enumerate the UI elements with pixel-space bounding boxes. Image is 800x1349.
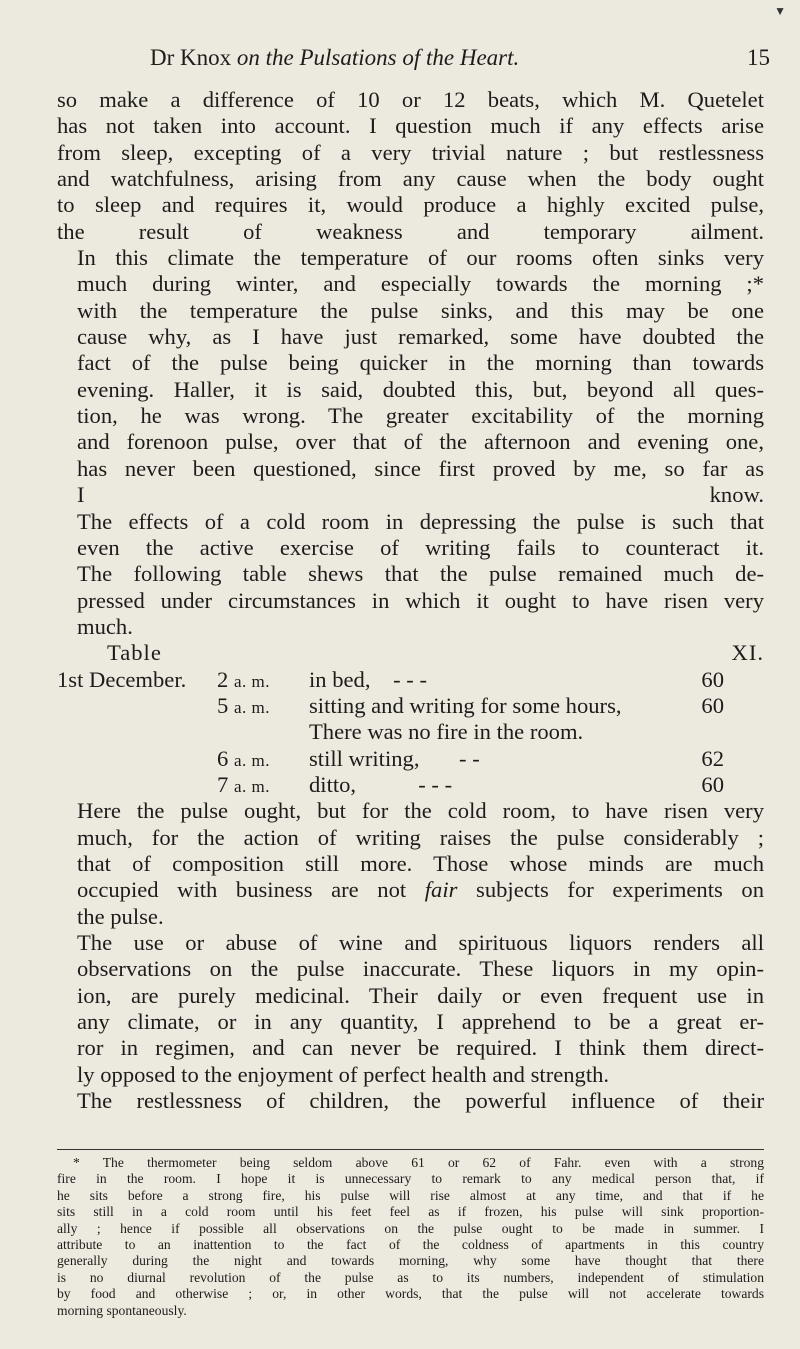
text-line: so make a difference of 10 or 12 beats, which M. Quetelet	[57, 87, 764, 112]
text-line: the pulse.	[77, 903, 164, 929]
text-line: The restlessness of children, the powerful influence of their	[77, 1088, 764, 1114]
header-author: Dr Knox	[150, 45, 232, 70]
corner-mark: ▼	[774, 4, 786, 18]
table-desc: still writing, - -	[309, 745, 480, 771]
table-row	[57, 667, 764, 693]
footnote-line: fire in the room. I hope it is unnecessary to remark to any medical person that, if	[57, 1171, 764, 1187]
text-line: the result of weakness and temporary ailment.	[57, 218, 764, 244]
footnote-line: is no diurnal revolution of the pulse as to its numbers, independent of stimulation	[57, 1269, 764, 1285]
text-line: to sleep and requires it, would produce a highly excited pulse,	[57, 192, 764, 218]
text-line: pressed under circumstances in which it ought to have risen very	[77, 587, 764, 613]
text-line: and watchfulness, arising from any cause when the body ought	[57, 166, 764, 192]
header-subject: on the Pulsations of the Heart.	[236, 45, 520, 70]
text-line: much, for the action of writing raises the pulse considerably ;	[77, 824, 764, 850]
paragraph	[57, 245, 764, 508]
running-header	[150, 44, 770, 72]
text-line: much.	[77, 613, 133, 639]
text-line: even the active exercise of writing fails to counteract it.	[77, 534, 764, 560]
text-line: and forenoon pulse, over that of the afternoon and evening one,	[77, 429, 764, 455]
table-time: 7 a. m.	[217, 771, 270, 797]
paragraph	[57, 930, 764, 1088]
footnote-line: generally during the night and towards morning, why some have thought that there	[57, 1253, 764, 1269]
table-time: 2 a. m.	[217, 666, 270, 692]
text-line: The following table shews that the pulse remained much de-	[77, 561, 764, 587]
footnote	[57, 1155, 764, 1319]
table-desc: sitting and writing for some hours,	[309, 692, 622, 718]
text-line: ly opposed to the enjoyment of perfect health and strength.	[77, 1061, 610, 1087]
text-line: with the temperature the pulse sinks, and this may be one	[77, 297, 764, 323]
table-value: 60	[701, 771, 724, 797]
text-line: evening. Haller, it is said, doubted this, but, beyond all ques-	[77, 376, 764, 402]
paragraph	[57, 509, 764, 562]
table-desc: in bed, - - -	[309, 666, 427, 692]
text-line: that of composition still more. Those whose minds are much	[77, 850, 764, 876]
paragraph	[57, 87, 764, 245]
table-time: 6 a. m.	[217, 745, 270, 771]
footnote-line: by food and otherwise ; or, in other words, that the pulse will not accelerate towards	[57, 1286, 764, 1302]
text-line: cause why, as I have just remarked, some have doubted the	[77, 324, 764, 350]
text-line: has never been questioned, since first proved by me, so far as	[77, 455, 764, 481]
paragraph	[57, 1088, 764, 1114]
table-value: 60	[701, 692, 724, 718]
text-line: ion, are purely medicinal. Their daily or even frequent use in	[77, 982, 764, 1008]
text-line: ror in regimen, and can never be required. I think them direct-	[77, 1035, 764, 1061]
text-line: In this climate the temperature of our rooms often sinks very	[77, 245, 764, 271]
table-row	[57, 772, 764, 798]
text-line: any climate, or in any quantity, I apprehend to be a great er-	[77, 1009, 764, 1035]
footnote-line: he sits before a strong fire, his pulse will rise almost at any time, and that if he	[57, 1187, 764, 1203]
text-line: much during winter, and especially towards the morning ;*	[77, 271, 764, 297]
italic-word: fair	[424, 877, 458, 903]
footnote-line: ally ; hence if possible all observations on the pulse ought to be made in summer. I	[57, 1220, 764, 1236]
table-note: There was no fire in the room.	[309, 719, 584, 745]
text-line: I know.	[77, 482, 764, 508]
paragraph	[57, 798, 764, 930]
table-date: 1st December.	[57, 666, 187, 692]
footnote-line: morning spontaneously.	[57, 1302, 187, 1318]
text-line: from sleep, excepting of a very trivial nature ; but restlessness	[57, 139, 764, 165]
table-value: 62	[701, 745, 724, 771]
text-line: fact of the pulse being quicker in the morning than towards	[77, 350, 764, 376]
paragraph	[57, 561, 764, 640]
footnote-divider	[57, 1149, 764, 1150]
table-row	[57, 746, 764, 772]
text-line: The effects of a cold room in depressing the pulse is such that	[77, 508, 764, 534]
body-text	[57, 87, 764, 1114]
text-line: The use or abuse of wine and spirituous liquors renders all	[77, 930, 764, 955]
footnote-line: sits still in a cold room until his feet feel as if frozen, his pulse will sink proportion-	[57, 1204, 764, 1220]
text-line: observations on the pulse inaccurate. These liquors in my opin-	[77, 956, 764, 982]
table-value: 60	[701, 666, 724, 692]
table-row	[57, 719, 764, 745]
text-line: occupied with business are not fair subjects for experiments on	[77, 877, 764, 903]
text-line: has not taken into account. I question much if any effects arise	[57, 113, 764, 139]
table-title: Table XI.	[107, 640, 764, 666]
header-title	[150, 45, 519, 70]
footnote-line: attribute to an inattention to the fact of the coldness of apartments in this country	[57, 1237, 764, 1253]
table-row	[57, 693, 764, 719]
text-line: Here the pulse ought, but for the cold room, to have risen very	[77, 798, 764, 824]
text-line: tion, he was wrong. The greater excitability of the morning	[77, 403, 764, 429]
table-desc: ditto, - - -	[309, 771, 453, 797]
page-number: 15	[747, 45, 770, 70]
footnote-line: * The thermometer being seldom above 61 or 62 of Fahr. even with a strong	[73, 1155, 764, 1170]
table-time: 5 a. m.	[217, 692, 270, 718]
